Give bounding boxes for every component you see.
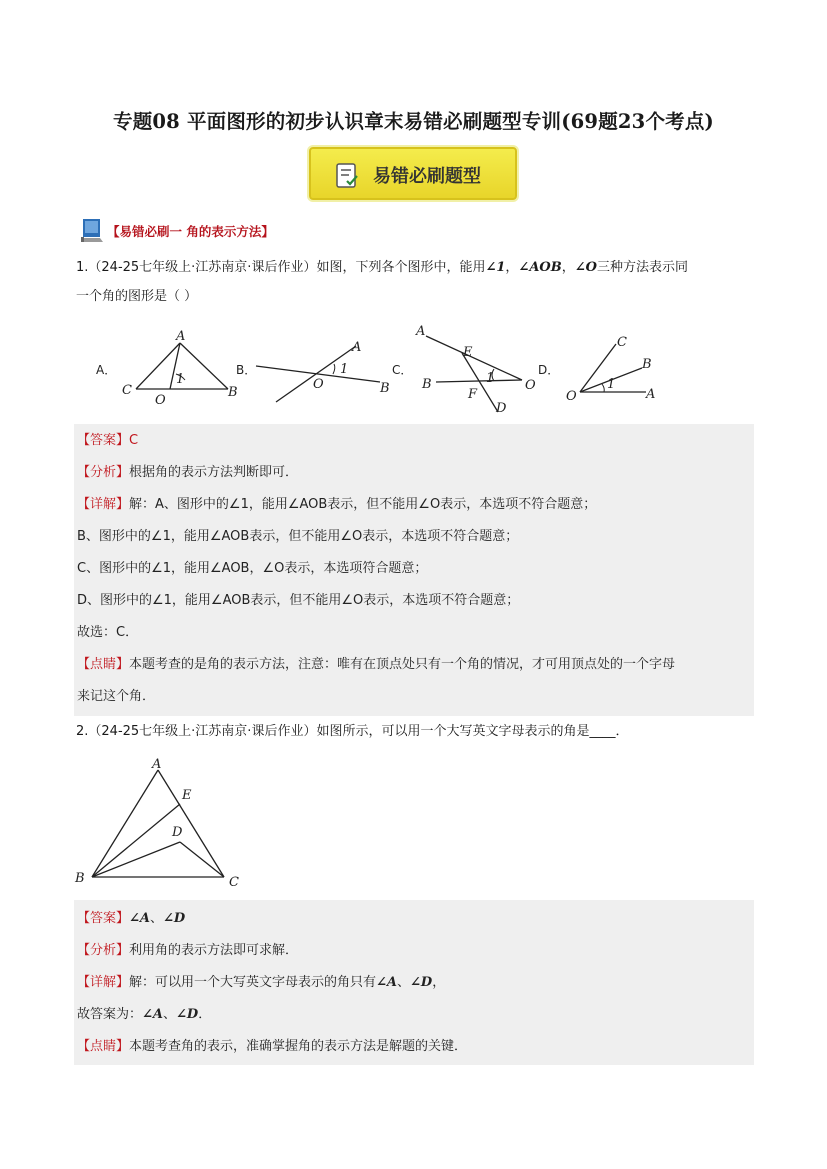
question-1-line-2: 一个角的图形是（ ） [76,289,198,304]
topic-banner [309,147,517,200]
detail-symbol: ∠D [410,975,433,990]
point-label-b: B [228,385,238,400]
point-label-a: A [352,340,362,355]
answer-value: C [129,433,139,448]
symbol-angle-aob: ∠AOB [518,260,562,275]
analysis-tag: 【分析】 [77,943,130,958]
question-1-line-1 [76,258,688,278]
separator: 、 [397,975,411,990]
question-2-answer-box [74,900,754,1065]
analysis-line [77,461,298,480]
detail-tag: 【详解】 [77,975,130,990]
point-label-b: B [75,871,85,886]
detail-tag: 【详解】 [77,497,130,512]
final-symbol: ∠A [142,1007,163,1022]
point-label-a: A [152,757,162,772]
point-label-o: O [525,378,536,393]
point-label-b: B [642,357,652,372]
comment-tag: 【点睛】 [77,657,130,672]
angle-label-1: 1 [486,371,495,386]
option-a-label: A． [96,363,117,377]
angle-label-1: 1 [340,362,349,377]
question-1-figures [90,322,690,418]
answer-line [77,429,138,448]
point-label-a: A [176,329,186,344]
analysis-text: 根据角的表示方法判断即可． [129,465,299,480]
point-label-o: O [313,377,324,392]
question-2-figure [70,752,260,892]
point-label-c: C [617,335,627,350]
point-label-o: O [566,389,577,404]
answer-line [77,907,185,926]
detail-line: C、图形中的∠1，能用∠AOB，∠O表示，本选项符合题意； [77,561,428,576]
detail-line: 故选：C． [77,625,139,640]
detail-line [77,971,445,990]
analysis-tag: 【分析】 [77,465,130,480]
point-label-o: O [155,393,166,408]
separator: ， [561,260,575,275]
answer-value: ∠A [129,911,150,926]
figure-option-d [566,335,655,404]
point-label-e: E [463,345,473,360]
figure-option-c [415,324,536,416]
figure-option-b [256,340,390,402]
question-1-stem-end: 三种方法表示同 [596,260,688,275]
detail-line [77,493,596,512]
answer-value: ∠D [163,911,186,926]
detail-line: B、图形中的∠1，能用∠AOB表示，但不能用∠O表示，本选项不符合题意； [77,529,519,544]
checklist-icon [335,162,361,194]
analysis-text: 利用角的表示方法即可求解． [129,943,299,958]
book-icon [80,218,104,248]
answer-tag: 【答案】 [77,433,130,448]
symbol-angle-o: ∠O [574,260,597,275]
comment-line: 来记这个角． [77,689,156,704]
angle-label-1: 1 [607,377,616,392]
detail-symbol: ∠A [376,975,398,990]
banner-label: 易错必刷题型 [373,166,481,187]
separator: ， [432,975,446,990]
point-label-f: F [468,387,478,402]
point-label-a: A [646,387,656,402]
detail-text: 解：A、图形中的∠1，能用∠AOB表示，但不能用∠O表示，本选项不符合题意； [129,497,597,512]
separator: ． [198,1007,212,1022]
separator: ， [505,260,519,275]
page-title: 专题08 平面图形的初步认识章末易错必刷题型专训(69题23个考点) [113,110,714,133]
final-text: 故答案为： [77,1007,143,1022]
separator: 、 [150,911,164,926]
detail-text: 解：可以用一个大写英文字母表示的角只有 [129,975,377,990]
analysis-line [77,939,298,958]
answer-tag: 【答案】 [77,911,130,926]
figure-option-a [122,329,238,408]
point-label-b: B [380,381,390,396]
point-label-b: B [422,377,432,392]
option-b-label: B． [236,363,257,377]
option-c-label: C． [392,363,413,377]
option-d-label: D． [538,363,560,377]
point-label-a: A [416,324,426,339]
symbol-angle-1: ∠1 [485,260,506,275]
point-label-c: C [122,383,132,398]
section-label: 【易错必刷一 角的表示方法】 [107,224,274,239]
point-label-d: D [172,825,183,840]
point-label-d: D [496,401,507,416]
question-1-stem: 1.（24-25七年级上·江苏南京·课后作业）如图，下列各个图形中，能用 [76,260,486,275]
final-answer-line [77,1003,211,1022]
question-2-stem: 2.（24-25七年级上·江苏南京·课后作业）如图所示，可以用一个大写英文字母表示的角是____． [76,724,629,739]
separator: 、 [163,1007,177,1022]
comment-text: 本题考查角的表示，准确掌握角的表示方法是解题的关键． [129,1039,468,1054]
point-label-e: E [182,788,192,803]
question-1-answer-box [74,424,754,716]
comment-tag: 【点睛】 [77,1039,130,1054]
comment-line [77,1035,467,1054]
final-symbol: ∠D [176,1007,199,1022]
angle-label-1: 1 [176,372,185,387]
comment-line [77,653,675,672]
detail-line: D、图形中的∠1，能用∠AOB表示，但不能用∠O表示，本选项不符合题意； [77,593,520,608]
point-label-c: C [229,875,239,890]
comment-text: 本题考查的是角的表示方法，注意：唯有在顶点处只有一个角的情况，才可用顶点处的一个字母 [129,657,676,672]
